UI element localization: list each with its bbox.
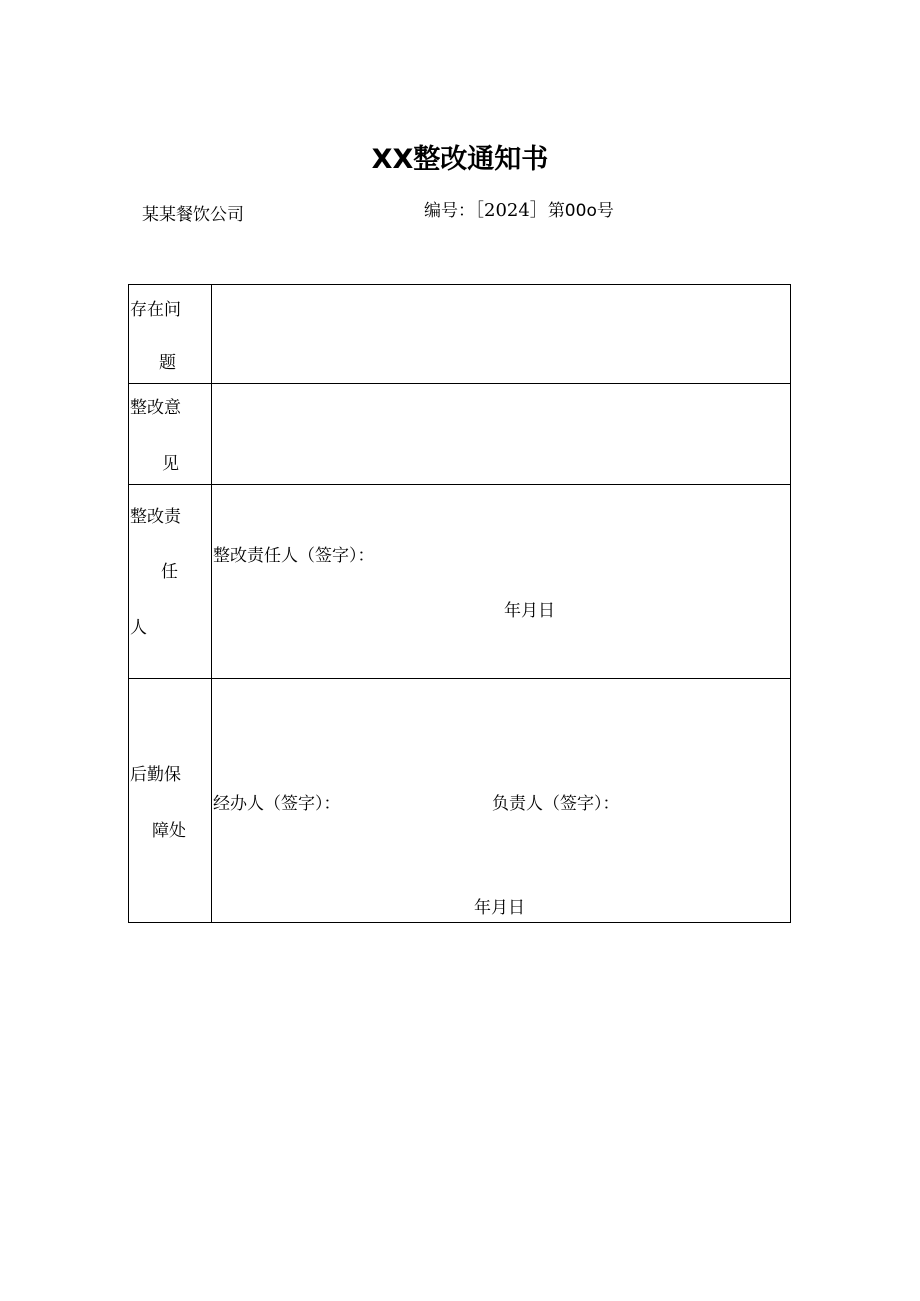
label-cell-opinion: [129, 384, 212, 485]
handler-signature-label: 经办人（签字）：: [213, 794, 341, 814]
document-number-prefix: 编号：: [424, 201, 475, 221]
document-number-suffix: 第00o号: [547, 201, 614, 221]
label-logistics-line2: 障处: [152, 821, 186, 841]
document-title: XX整改通知书: [371, 144, 549, 175]
notice-form-table: [128, 284, 791, 923]
leader-signature-label: 负责人（签字）：: [492, 794, 620, 814]
content-cell-opinion[interactable]: [212, 384, 791, 485]
label-cell-responsible: [129, 485, 212, 679]
logistics-date-label: 年月日: [474, 898, 525, 918]
label-responsible-line2: 任: [161, 562, 178, 582]
label-logistics-line1: 后勤保: [130, 765, 181, 785]
label-responsible-line1: 整改责: [130, 507, 181, 527]
label-opinion-line2: 见: [162, 454, 179, 474]
row-problem: [129, 285, 791, 384]
label-cell-problem: [129, 285, 212, 384]
row-opinion: [129, 384, 791, 485]
company-name: 某某餐饮公司: [142, 205, 244, 225]
label-problem-line2: 题: [159, 353, 176, 373]
document-number: [424, 199, 614, 223]
label-opinion-line1: 整改意: [130, 398, 181, 418]
content-cell-logistics[interactable]: [212, 679, 791, 923]
document-number-serial: ［2024］: [475, 200, 548, 221]
responsible-date-label: 年月日: [504, 601, 555, 621]
content-cell-responsible[interactable]: [212, 485, 791, 679]
responsible-signature-label: 整改责任人（签字）：: [213, 546, 375, 566]
row-logistics: [129, 679, 791, 923]
label-cell-logistics: [129, 679, 212, 923]
row-responsible: [129, 485, 791, 679]
label-problem-line1: 存在问: [130, 300, 181, 320]
content-cell-problem[interactable]: [212, 285, 791, 384]
label-responsible-line3: 人: [130, 618, 147, 638]
